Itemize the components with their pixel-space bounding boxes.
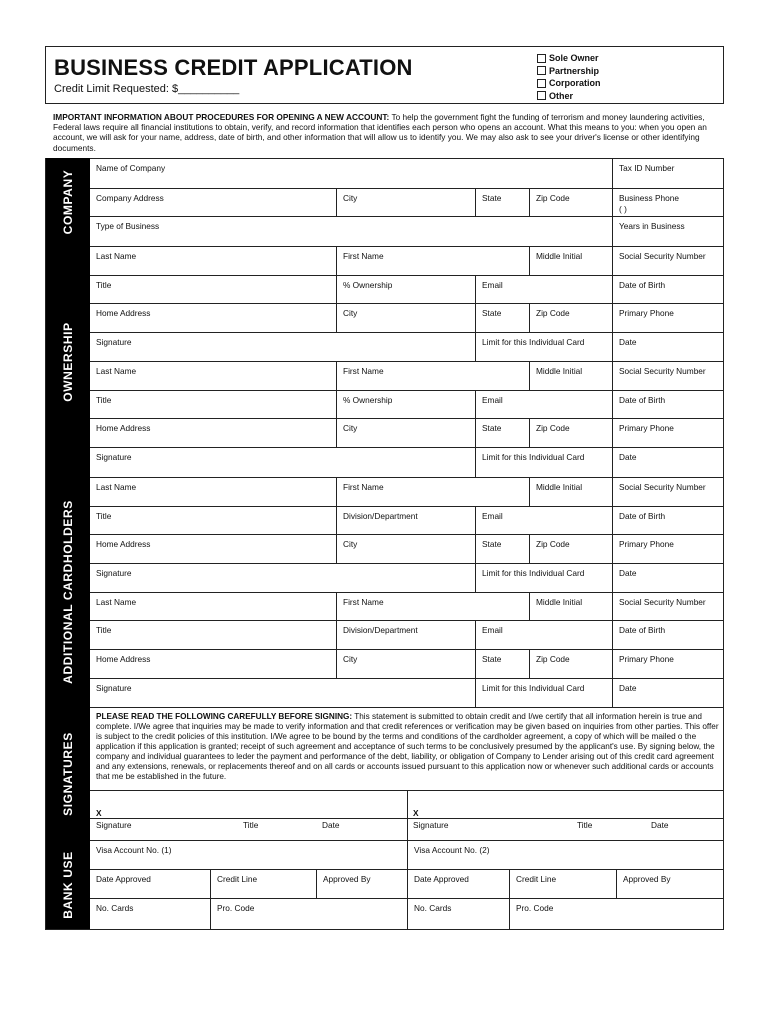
- company-row-3: [90, 216, 723, 246]
- owner-1-row-4: [90, 332, 723, 361]
- cardholder-state-field[interactable]: State: [475, 650, 529, 678]
- cardholder-state-field[interactable]: State: [475, 535, 529, 563]
- cardholder-city-field[interactable]: City: [336, 535, 475, 563]
- owner-1-row-3: [90, 303, 723, 332]
- cardholder-zip-field[interactable]: Zip Code: [529, 650, 612, 678]
- owner-state-field[interactable]: State: [475, 304, 529, 332]
- cardholder-2-row-2: [90, 620, 723, 649]
- credit-line-1-field[interactable]: Credit Line: [210, 870, 316, 898]
- owner-1-row-1: [90, 246, 723, 275]
- checkbox-corporation[interactable]: Corporation: [537, 77, 601, 90]
- owner-card-limit-field[interactable]: Limit for this Individual Card: [475, 448, 612, 477]
- cardholders-sidebar: ADDITIONAL CARDHOLDERS: [46, 477, 90, 707]
- signature-date-label-2[interactable]: Date: [651, 820, 669, 830]
- cardholder-dob-field[interactable]: Date of Birth: [612, 507, 723, 534]
- cardholder-phone-field[interactable]: Primary Phone: [612, 535, 723, 563]
- ownership-sidebar: OWNERSHIP: [46, 246, 90, 477]
- owner-ssn-field[interactable]: Social Security Number: [612, 362, 723, 390]
- signature-terms: [96, 712, 720, 782]
- signatures-section: [46, 707, 723, 840]
- owner-middle-initial-field[interactable]: Middle Initial: [529, 247, 612, 275]
- owner-signature-field[interactable]: Signature: [96, 452, 132, 462]
- company-sidebar: COMPANY: [46, 158, 90, 246]
- owner-zip-field[interactable]: Zip Code: [529, 304, 612, 332]
- owner-2-row-3: [90, 418, 723, 447]
- notice-body: To help the government fight the funding of terrorism and money laundering activities, Federal laws require all financial institutions to obtain, verify, and record information that identifies each person who opens an account. What this means to you: when you open an account, we will ask for your name, address, date of birth, and other information that will allow us to identify you. We may also ask to see your driver's license or other identifying documents.: [53, 112, 707, 153]
- cardholder-middle-initial-field[interactable]: Middle Initial: [529, 593, 612, 620]
- cardholder-card-limit-field[interactable]: Limit for this Individual Card: [475, 564, 612, 592]
- owner-dob-field[interactable]: Date of Birth: [612, 276, 723, 303]
- bank-row-2: [90, 869, 723, 898]
- cardholder-division-field[interactable]: Division/Department: [336, 621, 475, 649]
- visa-account-1-field[interactable]: Visa Account No. (1): [96, 845, 172, 855]
- cardholder-date-field[interactable]: Date: [612, 679, 723, 707]
- signatures-sidebar: SIGNATURES: [46, 707, 90, 840]
- business-credit-form: [45, 46, 724, 930]
- company-section: [46, 158, 723, 246]
- notice-lead: IMPORTANT INFORMATION ABOUT PROCEDURES FOR OPENING A NEW ACCOUNT:: [53, 112, 390, 122]
- cardholder-home-address-field[interactable]: Home Address: [96, 539, 151, 549]
- signature-x-1: X: [96, 808, 102, 818]
- cardholder-last-name-field[interactable]: Last Name: [96, 597, 137, 607]
- business-type-field[interactable]: Type of Business: [96, 221, 160, 231]
- cardholder-first-name-field[interactable]: First Name: [336, 593, 529, 620]
- company-city-field[interactable]: City: [336, 189, 475, 216]
- checkbox-other[interactable]: Other: [537, 90, 601, 103]
- owner-card-limit-field[interactable]: Limit for this Individual Card: [475, 333, 612, 361]
- cardholder-1-row-4: [90, 563, 723, 592]
- owner-state-field[interactable]: State: [475, 419, 529, 447]
- cardholder-2-row-4: [90, 678, 723, 707]
- signature-label-1[interactable]: Signature: [96, 820, 132, 830]
- owner-title-field[interactable]: Title: [96, 395, 112, 405]
- business-phone-field[interactable]: [612, 189, 723, 216]
- signature-divider: [407, 791, 408, 842]
- entity-type-checkboxes: [537, 52, 601, 102]
- cardholder-email-field[interactable]: Email: [475, 507, 612, 534]
- cardholder-division-field[interactable]: Division/Department: [336, 507, 475, 534]
- bank-row-1: [90, 840, 723, 869]
- no-cards-2-field[interactable]: No. Cards: [407, 899, 509, 929]
- company-address-field[interactable]: Company Address: [96, 193, 164, 203]
- pro-code-2-field[interactable]: Pro. Code: [509, 899, 723, 929]
- cardholder-phone-field[interactable]: Primary Phone: [612, 650, 723, 678]
- cardholder-dob-field[interactable]: Date of Birth: [612, 621, 723, 649]
- bank-use-section: [46, 840, 723, 929]
- owner-ownership-pct-field[interactable]: % Ownership: [336, 276, 475, 303]
- owner-first-name-field[interactable]: First Name: [336, 247, 529, 275]
- business-phone-paren: ( ): [619, 204, 627, 214]
- checkbox-sole-owner[interactable]: Sole Owner: [537, 52, 601, 65]
- approved-by-2-field[interactable]: Approved By: [616, 870, 723, 898]
- owner-city-field[interactable]: City: [336, 304, 475, 332]
- cardholder-title-field[interactable]: Title: [96, 625, 112, 635]
- owner-date-field[interactable]: Date: [612, 448, 723, 477]
- cardholder-ssn-field[interactable]: Social Security Number: [612, 593, 723, 620]
- cardholder-1-row-3: [90, 534, 723, 563]
- cardholder-title-field[interactable]: Title: [96, 511, 112, 521]
- checkbox-icon[interactable]: [537, 54, 546, 63]
- owner-title-field[interactable]: Title: [96, 280, 112, 290]
- owner-last-name-field[interactable]: Last Name: [96, 251, 137, 261]
- checkbox-icon[interactable]: [537, 79, 546, 88]
- business-phone-label: Business Phone: [619, 193, 679, 203]
- company-state-field[interactable]: State: [475, 189, 529, 216]
- cardholder-1-row-2: [90, 506, 723, 534]
- owner-first-name-field[interactable]: First Name: [336, 362, 529, 390]
- cardholder-2-row-3: [90, 649, 723, 678]
- owner-2-row-1: [90, 361, 723, 390]
- tax-id-field[interactable]: Tax ID Number: [612, 159, 723, 188]
- company-zip-field[interactable]: Zip Code: [529, 189, 612, 216]
- owner-zip-field[interactable]: Zip Code: [529, 419, 612, 447]
- owner-home-address-field[interactable]: Home Address: [96, 308, 151, 318]
- cardholder-city-field[interactable]: City: [336, 650, 475, 678]
- signature-title-label-1[interactable]: Title: [243, 820, 259, 830]
- owner-2-row-2: [90, 390, 723, 418]
- cardholder-zip-field[interactable]: Zip Code: [529, 535, 612, 563]
- credit-line-2-field[interactable]: Credit Line: [509, 870, 616, 898]
- owner-phone-field[interactable]: Primary Phone: [612, 304, 723, 332]
- owner-middle-initial-field[interactable]: Middle Initial: [529, 362, 612, 390]
- form-title: BUSINESS CREDIT APPLICATION: [54, 55, 413, 80]
- cardholder-email-field[interactable]: Email: [475, 621, 612, 649]
- company-name-field[interactable]: Name of Company: [96, 163, 166, 173]
- cardholder-2-row-1: [90, 592, 723, 620]
- signature-lines: [90, 790, 723, 842]
- date-approved-1-field[interactable]: Date Approved: [96, 874, 151, 884]
- signature-underline-2: [408, 818, 723, 819]
- bank-use-sidebar: BANK USE: [46, 840, 90, 929]
- cardholder-signature-field[interactable]: Signature: [96, 568, 132, 578]
- cardholder-last-name-field[interactable]: Last Name: [96, 482, 137, 492]
- cardholder-1-row-1: [90, 477, 723, 506]
- checkbox-partnership[interactable]: Partnership: [537, 65, 601, 78]
- cardholder-ssn-field[interactable]: Social Security Number: [612, 478, 723, 506]
- owner-city-field[interactable]: City: [336, 419, 475, 447]
- account-notice: [53, 112, 718, 153]
- owner-1-row-2: [90, 275, 723, 303]
- checkbox-icon[interactable]: [537, 66, 546, 75]
- owner-ssn-field[interactable]: Social Security Number: [612, 247, 723, 275]
- form-header: [45, 46, 724, 104]
- signature-x-2: X: [413, 808, 419, 818]
- signature-terms-body: This statement is submitted to obtain credit and I/we certify that all information herein is true and complete. I/We agree that inquiries may be made to verify information and that credit references or verification may be given based on inquiries from other parties. This offer is subject to the credit policies of this institution. I/We agree to be bound by the terms and conditions of the cardholder agreement, a copy of which will be mailed o the application if this application is granted; receipt of such agreement and acceptance of such terms to be conclusively presumed by the applicant's use. By signing below, the company and individual guarantees to leder the payment and performance of the debt, liability, or obligation of Company to Lender arising out of this credit card agreement and any extensions, renewals, or replacements thereof and on all cards or accounts issued pursuant to this application now or whenever such additional cards or accounts that me be established in the future.: [96, 712, 719, 781]
- checkbox-icon[interactable]: [537, 91, 546, 100]
- owner-2-row-4: [90, 447, 723, 477]
- company-row-2: [90, 188, 723, 216]
- signature-label-2[interactable]: Signature: [413, 820, 449, 830]
- cardholder-first-name-field[interactable]: First Name: [336, 478, 529, 506]
- cardholder-card-limit-field[interactable]: Limit for this Individual Card: [475, 679, 612, 707]
- form-grid: [45, 158, 724, 930]
- no-cards-1-field[interactable]: No. Cards: [96, 903, 134, 913]
- owner-last-name-field[interactable]: Last Name: [96, 366, 137, 376]
- signature-underline-1: [90, 818, 407, 819]
- credit-limit-field[interactable]: Credit Limit Requested: $__________: [54, 83, 240, 95]
- cardholder-date-field[interactable]: Date: [612, 564, 723, 592]
- cardholder-signature-field[interactable]: Signature: [96, 683, 132, 693]
- cardholder-middle-initial-field[interactable]: Middle Initial: [529, 478, 612, 506]
- cardholder-home-address-field[interactable]: Home Address: [96, 654, 151, 664]
- approved-by-1-field[interactable]: Approved By: [316, 870, 407, 898]
- signature-date-label-1[interactable]: Date: [322, 820, 340, 830]
- bank-row-3: [90, 898, 723, 929]
- owner-email-field[interactable]: Email: [475, 276, 612, 303]
- years-in-business-field[interactable]: Years in Business: [612, 217, 723, 246]
- owner-email-field[interactable]: Email: [475, 391, 612, 418]
- owner-date-field[interactable]: Date: [612, 333, 723, 361]
- owner-home-address-field[interactable]: Home Address: [96, 423, 151, 433]
- visa-account-2-field[interactable]: Visa Account No. (2): [407, 841, 723, 869]
- date-approved-2-field[interactable]: Date Approved: [407, 870, 509, 898]
- signature-terms-lead: PLEASE READ THE FOLLOWING CAREFULLY BEFORE SIGNING:: [96, 712, 353, 721]
- owner-phone-field[interactable]: Primary Phone: [612, 419, 723, 447]
- owner-dob-field[interactable]: Date of Birth: [612, 391, 723, 418]
- company-row-1: [90, 158, 723, 188]
- owner-ownership-pct-field[interactable]: % Ownership: [336, 391, 475, 418]
- signatures-block: [90, 707, 723, 840]
- cardholders-section: [46, 477, 723, 707]
- signature-title-label-2[interactable]: Title: [577, 820, 593, 830]
- pro-code-1-field[interactable]: Pro. Code: [210, 899, 407, 929]
- owner-signature-field[interactable]: Signature: [96, 337, 132, 347]
- ownership-section: [46, 246, 723, 477]
